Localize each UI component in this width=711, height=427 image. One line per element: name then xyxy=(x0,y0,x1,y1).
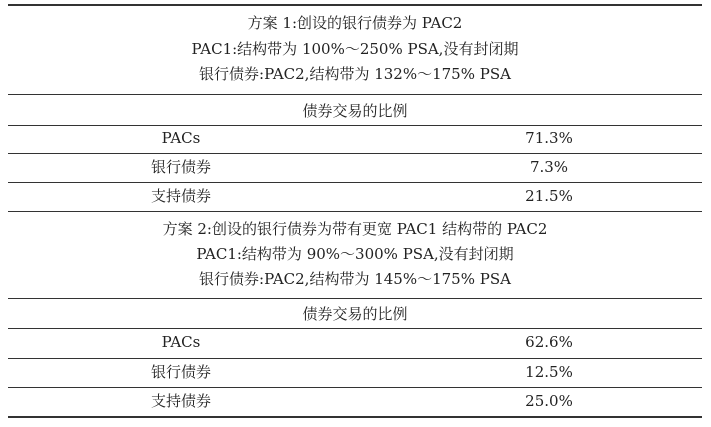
scenario2-row-label-support-bonds: 支持债券 xyxy=(150,392,211,410)
scenario2-title: 方案 2:创设的银行债券为带有更宽 PAC1 结构带的 PAC2 xyxy=(162,220,548,238)
scenario1-row-value-pacs: 71.3% xyxy=(525,129,573,147)
scenario1-title: 方案 1:创设的银行债券为 PAC2 xyxy=(247,14,463,32)
divider xyxy=(8,94,702,95)
scenario1-row-label-support-bonds: 支持债券 xyxy=(150,187,211,205)
divider xyxy=(8,125,702,126)
scenario1-bank-bond-desc: 银行债券:PAC2,结构带为 132%～175% PSA xyxy=(199,65,511,83)
scenario1-row-value-support-bonds: 21.5% xyxy=(525,187,573,205)
divider xyxy=(8,328,702,329)
scenario2-row-value-bank-bonds: 12.5% xyxy=(525,363,573,381)
scenario2-bank-bond-desc: 银行债券:PAC2,结构带为 145%～175% PSA xyxy=(199,270,511,288)
scenario1-pac1-desc: PAC1:结构带为 100%～250% PSA,没有封闭期 xyxy=(191,40,519,58)
divider xyxy=(8,358,702,359)
scenario1-row-value-bank-bonds: 7.3% xyxy=(529,158,569,176)
scenario1-row-label-pacs: PACs xyxy=(161,129,201,147)
scenario2-row-value-pacs: 62.6% xyxy=(525,333,573,351)
divider xyxy=(8,153,702,154)
divider xyxy=(8,182,702,183)
divider xyxy=(8,387,702,388)
divider xyxy=(8,298,702,299)
bottom-rule xyxy=(8,416,702,418)
scenario2-row-label-bank-bonds: 银行债券 xyxy=(150,363,211,381)
scenario1-row-label-bank-bonds: 银行债券 xyxy=(150,158,211,176)
scenario1-section-header: 债券交易的比例 xyxy=(302,102,408,120)
divider xyxy=(8,211,702,212)
scenario2-section-header: 债券交易的比例 xyxy=(302,305,408,323)
scenario2-row-label-pacs: PACs xyxy=(161,333,201,351)
scenario2-pac1-desc: PAC1:结构带为 90%～300% PSA,没有封闭期 xyxy=(196,245,514,263)
top-rule xyxy=(8,4,702,6)
scenario2-row-value-support-bonds: 25.0% xyxy=(525,392,573,410)
